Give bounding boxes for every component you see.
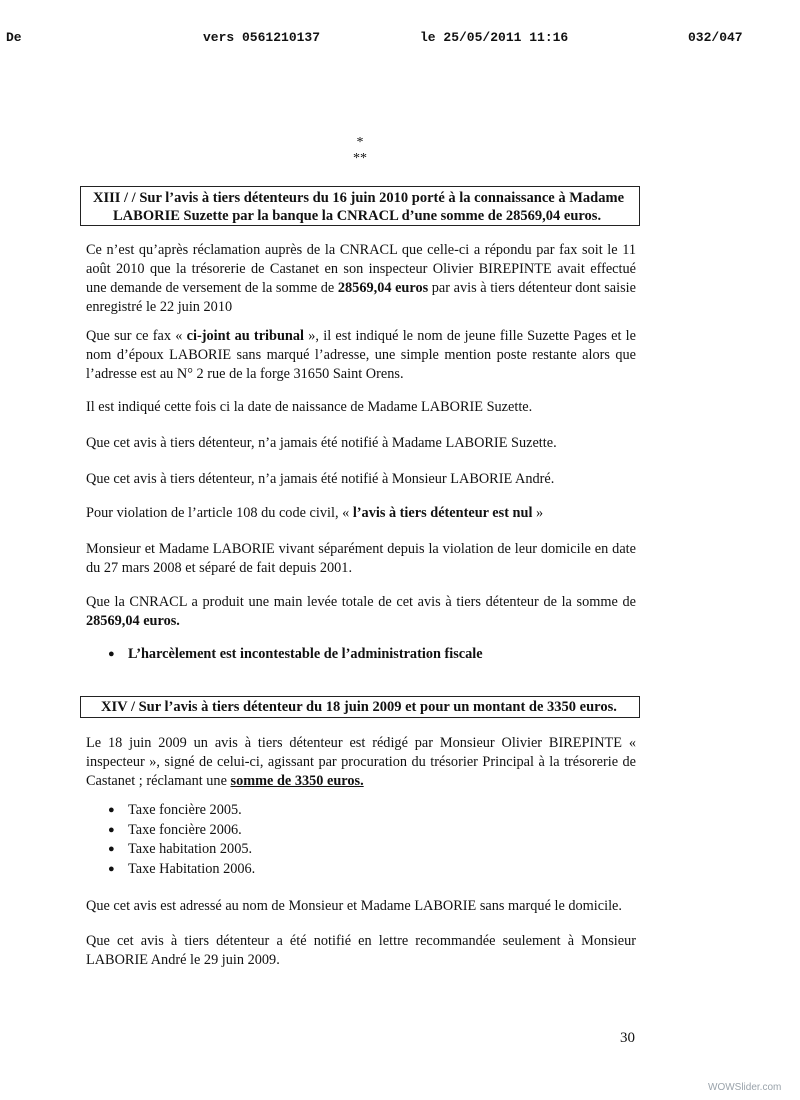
page-number: 30 xyxy=(620,1030,635,1046)
section-13-paragraph-1: Ce n’est qu’après réclamation auprès de la CNRACL que celle-ci a répondu par fax soit le 11 août 2010 que la trésorerie de Castanet en son inspecteur Olivier BIREPINTE avait effectué une demande de versement de la somme de 28569,04 euros par avis à tiers détenteur dont saisie enregistré le 22 juin 2010 xyxy=(86,242,636,315)
section-14-paragraph-1: Le 18 juin 2009 un avis à tiers détenteur est rédigé par Monsieur Olivier BIREPINTE « inspecteur », signé de celui-ci, agissant par procuration du trésorier Principal à la trésorerie de Castanet ; réclamant une somme de 3350 euros. xyxy=(86,735,636,789)
fax-from: De xyxy=(6,30,22,45)
fax-header xyxy=(0,30,800,46)
watermark: WOWSlider.com xyxy=(708,1082,782,1093)
section-13-paragraph-3: Il est indiqué cette fois ci la date de naissance de Madame LABORIE Suzette. xyxy=(86,399,533,415)
section-14-heading xyxy=(80,696,640,718)
fax-recipient: vers 0561210137 xyxy=(203,30,321,45)
section-13-paragraph-2: Que sur ce fax « ci-joint au tribunal », il est indiqué le nom de jeune fille Suzette Pages et le nom d’époux LABORIE sans marqué l’adresse, une simple mention poste restante alors que l’adresse est au N° 2 rue de la forge 31650 Saint Orens. xyxy=(86,328,636,382)
section-14-heading-line: XIV / Sur l’avis à tiers détenteur du 18 juin 2009 et pour un montant de 3350 euros. xyxy=(101,699,617,715)
section-13-paragraph-5: Que cet avis à tiers détenteur, n’a jamais été notifié à Monsieur LABORIE André. xyxy=(86,471,555,487)
bullet-icon: ● xyxy=(108,843,115,855)
bullet-icon: ● xyxy=(108,823,115,836)
amount-bold: 28569,04 euros xyxy=(337,280,429,296)
section-13-paragraph-6: Pour violation de l’article 108 du code civil, « l’avis à tiers détenteur est nul » xyxy=(86,505,544,521)
fax-datetime: le 25/05/2011 11:16 xyxy=(420,30,569,45)
tax-list-item: ● Taxe Habitation 2006. xyxy=(108,860,256,877)
bullet-item: ● L’harcèlement est incontestable de l’administration fiscale xyxy=(108,646,483,662)
section-13-paragraph-8: Que la CNRACL a produit une main levée totale de cet avis à tiers détenteur de la somme de 28569,04 euros. xyxy=(86,594,636,629)
fax-page-count: 032/047 xyxy=(688,30,743,45)
amount-bold: 28569,04 euros. xyxy=(86,613,180,629)
section-13-heading-line2: LABORIE Suzette par la banque la CNRACL d’une somme de 28569,04 euros. xyxy=(113,208,602,224)
section-13-paragraph-7: Monsieur et Madame LABORIE vivant séparément depuis la violation de leur domicile en date du 27 mars 2008 et séparé de fait depuis 2001. xyxy=(86,541,636,576)
tax-list-item: ● Taxe foncière 2006. xyxy=(108,821,242,838)
amount-underlined: somme de 3350 euros. xyxy=(230,773,364,789)
tax-list-item: ● Taxe habitation 2005. xyxy=(108,841,253,857)
bullet-icon: ● xyxy=(108,804,115,816)
tax-list-item: ● Taxe foncière 2005. xyxy=(108,802,242,818)
section-13-heading xyxy=(80,186,640,226)
separator-star: * xyxy=(356,135,364,150)
section-13-heading-line1: XIII / / Sur l’avis à tiers détenteurs du 16 juin 2010 porté à la connaissance à Madame xyxy=(93,190,625,206)
section-14-paragraph-2: Que cet avis est adressé au nom de Monsieur et Madame LABORIE sans marqué le domicile. xyxy=(86,898,622,914)
nul-bold: l’avis à tiers détenteur est nul xyxy=(352,505,533,521)
section-13-paragraph-4: Que cet avis à tiers détenteur, n’a jamais été notifié à Madame LABORIE Suzette. xyxy=(86,435,557,451)
section-14-paragraph-3: Que cet avis à tiers détenteur a été notifié en lettre recommandée seulement à Monsieur LABORIE André le 29 juin 2009. xyxy=(86,933,636,968)
bullet-icon: ● xyxy=(108,648,115,660)
ci-joint-bold: ci-joint au tribunal xyxy=(186,328,304,344)
separator-stars: ** xyxy=(353,151,367,166)
bullet-icon: ● xyxy=(108,862,115,875)
